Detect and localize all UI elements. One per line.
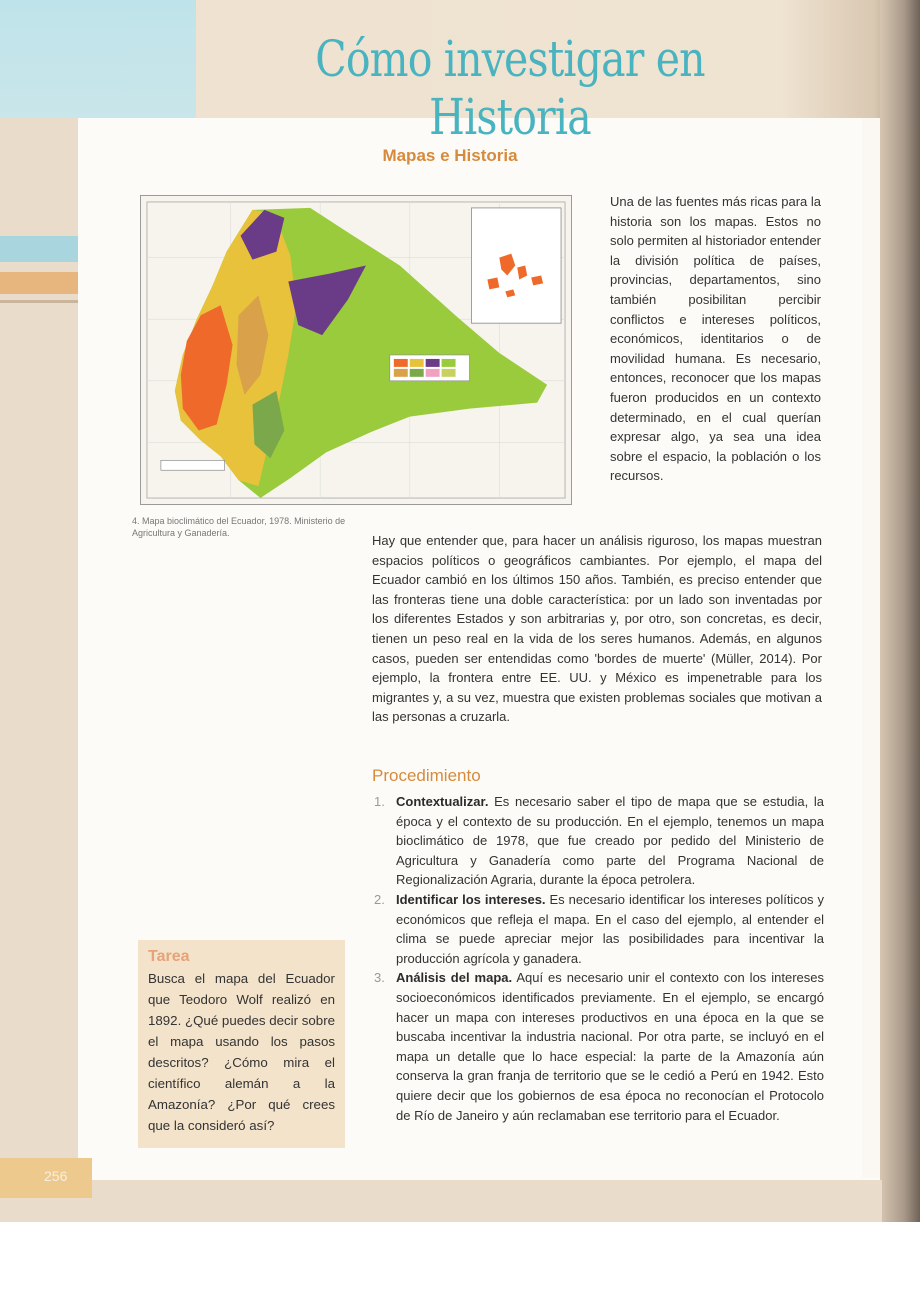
step-number: 3. xyxy=(374,970,385,986)
body-paragraph: Hay que entender que, para hacer un análisis riguroso, los mapas muestran espacios políticos o geográficos cambiantes. Por ejemplo, el mapa del Ecuador cambió en los últimos 150 años. También, es preciso entender que las fronteras tiene una doble característica: por un lado son inventadas por los diferentes Estados y son arbitrarias y, por otro, son concretas, es decir, tienen un peso real en la vida de los seres humanos. Además, en algunos casos, pueden ser entendidas como 'bordes de muerte' (Müller, 2014). Por ejemplo, la frontera entre EE. UU. y México es impenetrable para los migrantes y, a su vez, muestra que existen problemas sociales que motivan a las personas a cruzarla. xyxy=(372,533,822,725)
procedure-steps xyxy=(372,792,824,1125)
step-heading: Análisis del mapa. xyxy=(396,970,513,986)
page-number: 256 xyxy=(44,1168,68,1184)
section-subtitle: Mapas e Historia xyxy=(382,146,518,165)
intro-paragraph: Una de las fuentes más ricas para la historia son los mapas. Estos no solo permiten al historiador entender la división política de países, provincias, departamentos, sino también posibilitan percibir conflictos e intereses políticos, económicos, identitarios o de movilidad humana. Es necesario, entonces, reconocer que los mapas fueron producidos en un contexto determinado, en el cual querían expresar algo, ya sea una idea sobre el espacio, la población o los recursos. xyxy=(610,194,822,484)
right-edge xyxy=(862,118,880,1178)
tarea-box xyxy=(138,940,345,1148)
step-number: 1. xyxy=(374,794,385,809)
step-heading: Identificar los intereses. xyxy=(396,891,546,907)
tarea-text: Busca el mapa del Ecuador que Teodoro Wolf realizó en 1892. ¿Qué puedes decir sobre el mapa usando los pasos descritos? ¿Cómo mira el científico alemán a la Amazonía? ¿Por qué crees que la consideró así? xyxy=(148,971,336,1133)
page-title: Cómo investigar en Historia xyxy=(315,30,705,146)
step-text: Es necesario saber el tipo de mapa que se estudia, la época y el contexto de su producción. En el ejemplo, tenemos un mapa bioclimático de 1978, que fue creado por pedido del Ministerio de Agricultura y Ganadería como parte del Programa Nacional de Regionalización Agraria, durante la época petrolera. xyxy=(396,794,824,888)
book-spine-shadow xyxy=(880,0,920,1222)
step-heading: Contextualizar. xyxy=(396,794,489,809)
step-text: Es necesario identificar los intereses políticos y económicos que refleja el mapa. En el caso del ejemplo, al entender el clima se puede apreciar mejor las posibilidades para incentivar la producción agrícola y ganadera. xyxy=(396,891,825,966)
bottom-band xyxy=(0,1180,882,1222)
step-number: 2. xyxy=(374,891,385,907)
margin-band-blue xyxy=(0,236,78,262)
margin-band-line xyxy=(0,300,78,303)
procedure-heading: Procedimiento xyxy=(372,766,481,785)
procedure-step xyxy=(372,792,824,890)
bioclimatic-map xyxy=(140,195,572,505)
step-text: Aquí es necesario unir el contexto con los intereses socioeconómicos identificados previamente. En el ejemplo, se encargó hacer un mapa con intereses productivos en una época en la que se buscaba incentivar la industria nacional. Por otra parte, se incluyó en el mapa un detalle que lo hace especial: la parte de la Amazonía aún conserva la gran franja de territorio que se le cedió a Perú en 1942. Esto quiere decir que los gobiernos de esa época no reconocían el Protocolo de Río de Janeiro y aún reclamaban ese territorio para el Ecuador. xyxy=(396,970,824,1123)
tarea-title: Tarea xyxy=(148,948,190,965)
procedure-step xyxy=(372,890,824,968)
procedure-step xyxy=(372,968,824,1125)
map-illustration xyxy=(141,196,571,504)
margin-band-orange xyxy=(0,272,78,294)
corner-decoration xyxy=(0,0,196,118)
map-caption: 4. Mapa bioclimático del Ecuador, 1978. Ministerio de Agricultura y Ganadería. xyxy=(132,516,346,538)
left-margin-strip xyxy=(0,0,78,1222)
